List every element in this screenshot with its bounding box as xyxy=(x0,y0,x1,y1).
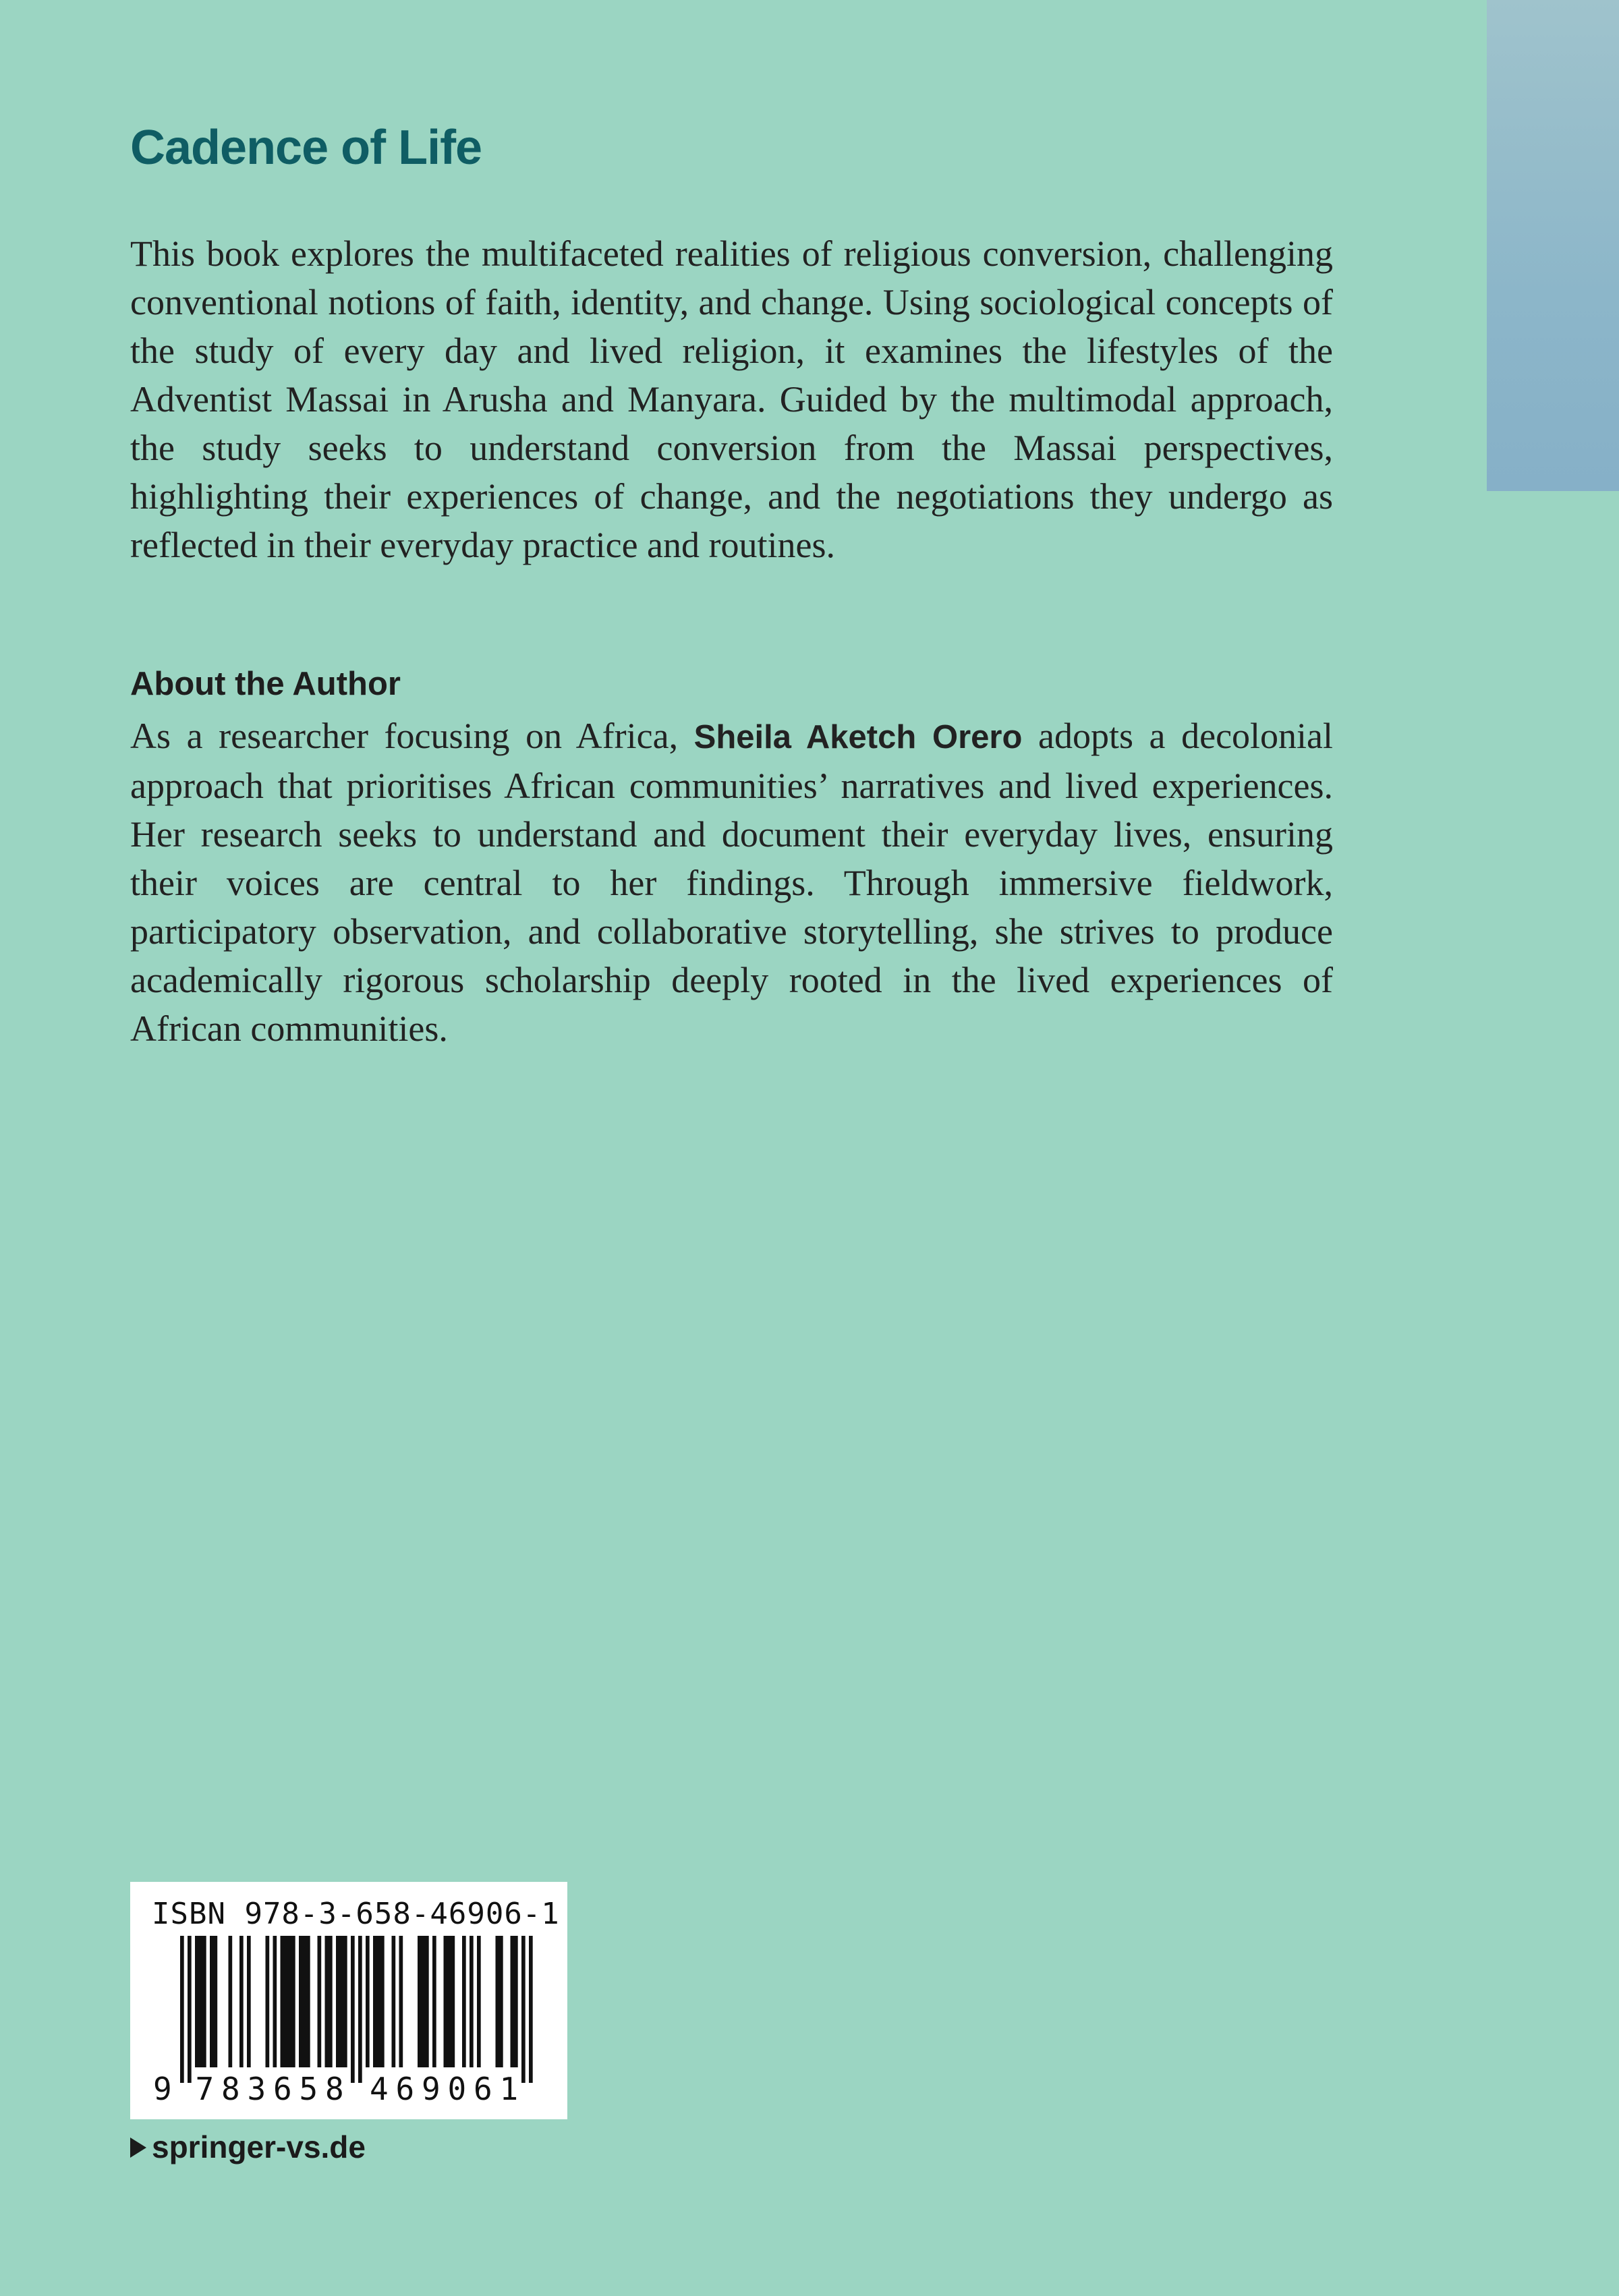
barcode-bar xyxy=(514,1936,518,2067)
ean-digit: 3 xyxy=(247,2071,266,2107)
barcode-bar xyxy=(418,1936,422,2067)
barcode-bar xyxy=(229,1936,233,2067)
barcode-bar xyxy=(318,1936,322,2067)
ean-digit: 1 xyxy=(499,2071,519,2107)
barcode-bar xyxy=(358,1936,362,2083)
about-author-text xyxy=(130,712,1333,1053)
barcode-bar xyxy=(447,1936,451,2067)
barcode-bar xyxy=(511,1936,515,2067)
barcode-bar xyxy=(477,1936,481,2067)
ean-digit: 9 xyxy=(153,2071,172,2107)
ean-digit: 9 xyxy=(422,2071,441,2107)
barcode-bar xyxy=(380,1936,385,2067)
barcode-bar xyxy=(288,1936,292,2067)
ean-digit: 6 xyxy=(474,2071,492,2107)
barcode-bar xyxy=(351,1936,355,2083)
barcode-bar xyxy=(366,1936,370,2067)
barcode-bar xyxy=(399,1936,403,2067)
isbn-label: ISBN 978-3-658-46906-1 xyxy=(152,1897,560,1931)
barcode-bar xyxy=(210,1936,214,2067)
ean-digit: 6 xyxy=(273,2071,292,2107)
barcode-bar xyxy=(303,1936,307,2067)
barcode-bar xyxy=(199,1936,203,2067)
isbn-barcode xyxy=(130,1882,567,2119)
about-author-heading: About the Author xyxy=(130,666,401,702)
barcode-bar xyxy=(281,1936,285,2067)
barcode-bar xyxy=(195,1936,199,2067)
barcode-bar xyxy=(340,1936,344,2067)
barcode-bar xyxy=(470,1936,474,2067)
barcode-bar xyxy=(329,1936,333,2067)
spine-color-tab xyxy=(1487,0,1619,491)
about-text-before: As a researcher focusing on Africa, xyxy=(130,716,694,756)
barcode-bar xyxy=(392,1936,396,2067)
barcode-bar xyxy=(444,1936,448,2067)
book-title: Cadence of Life xyxy=(130,121,482,175)
barcode-bar xyxy=(422,1936,426,2067)
barcode-bar xyxy=(425,1936,429,2067)
book-description: This book explores the multifaceted realities of religious conversion, challenging conventional notions of faith, identity, and change. Using sociological concepts of the study of every day and lived religion, it examines the lifestyles of the Adventist Massai in Arusha and Manyara. Guided by the multimodal approach, the study seeks to understand conversion from the Massai perspectives, highlighting their experiences of change, and the negotiations they undergo as reflected in their everyday practice and routines. xyxy=(130,233,1333,565)
barcode-bar xyxy=(325,1936,329,2067)
triangle-right-icon xyxy=(130,2137,146,2158)
barcode-bar xyxy=(180,1936,184,2083)
barcode-bar xyxy=(451,1936,455,2067)
author-name: Sheila Aketch Orero xyxy=(693,719,1023,755)
barcode-bar xyxy=(462,1936,466,2067)
ean-digit: 4 xyxy=(370,2071,389,2107)
barcode-bar xyxy=(499,1936,503,2067)
barcode-bar xyxy=(299,1936,303,2067)
ean-digit: 8 xyxy=(221,2071,240,2107)
barcode-bar xyxy=(343,1936,347,2067)
barcode-bar xyxy=(247,1936,251,2067)
barcode-bar xyxy=(214,1936,218,2067)
barcode-bar xyxy=(291,1936,295,2067)
barcode-bar xyxy=(377,1936,381,2067)
barcode-bar xyxy=(239,1936,244,2067)
barcode-bar xyxy=(336,1936,340,2067)
ean-digit: 0 xyxy=(447,2071,467,2107)
barcode-bar xyxy=(521,1936,526,2083)
ean-digit: 5 xyxy=(299,2071,318,2107)
barcode-bar xyxy=(188,1936,192,2083)
website-label: springer-vs.de xyxy=(152,2129,366,2164)
ean-digit: 6 xyxy=(395,2071,415,2107)
barcode-bar xyxy=(266,1936,270,2067)
barcode-bar xyxy=(529,1936,533,2083)
barcode-bar xyxy=(273,1936,277,2067)
barcode-bar xyxy=(306,1936,310,2067)
barcode-bar xyxy=(202,1936,206,2067)
about-text-after: adopts a decolonial approach that prioritises African communities’ narratives and lived experiences. Her research seeks to understand and document their everyday lives, ensuring their voices are central to her findings. Through immersive fieldwork, participatory observation, and collaborative storytelling, she strives to produce academically rigorous scholarship deeply rooted in the lived experiences of African communities. xyxy=(130,716,1334,1049)
barcode-bar xyxy=(284,1936,288,2067)
barcode-bar xyxy=(496,1936,500,2067)
ean-digit: 8 xyxy=(325,2071,344,2107)
barcode-bar xyxy=(432,1936,436,2067)
ean-digit: 7 xyxy=(195,2071,215,2107)
publisher-website[interactable] xyxy=(130,2129,366,2165)
barcode-bar xyxy=(373,1936,377,2067)
